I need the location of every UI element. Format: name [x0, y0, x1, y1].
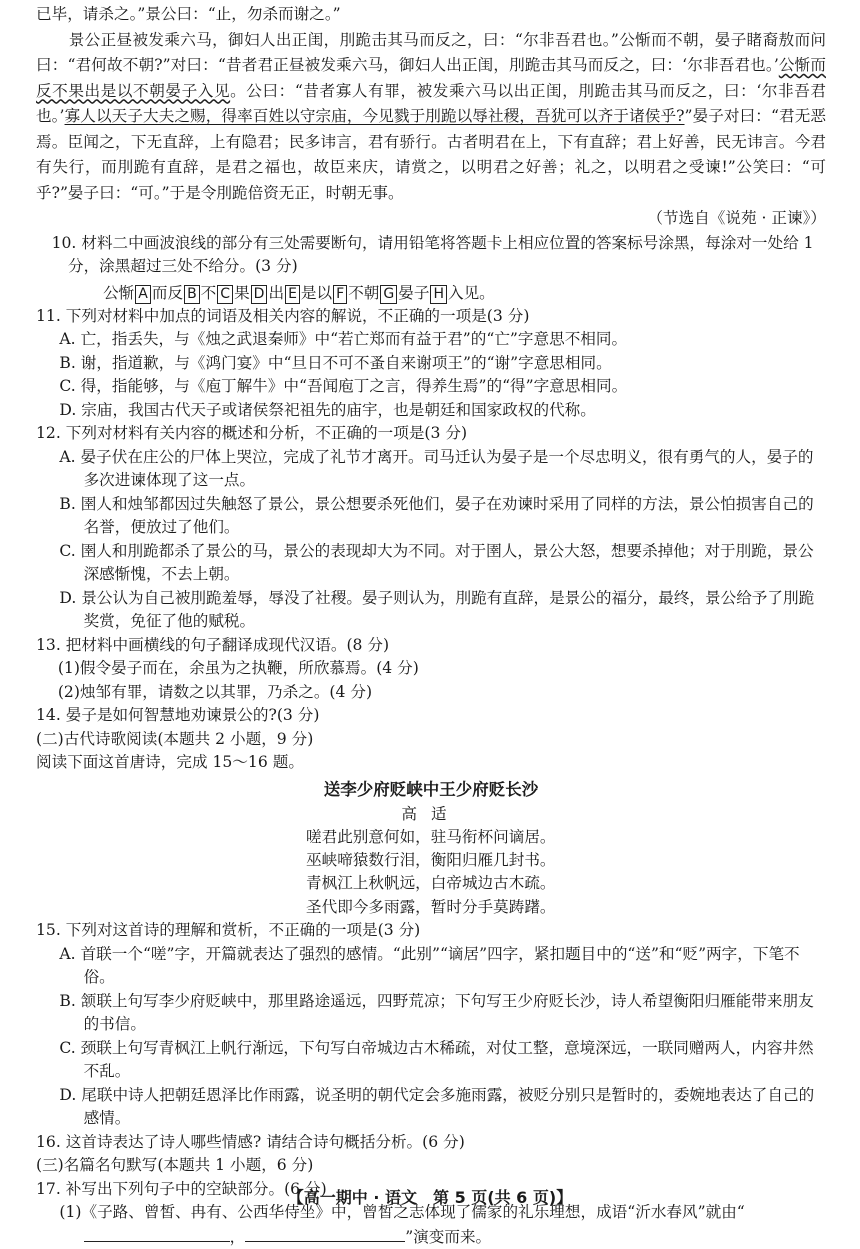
q10-box-c[interactable]: C [217, 285, 233, 304]
q10-box-e[interactable]: E [285, 285, 300, 304]
q11-option-a: A. 亡，指丢失，与《烛之武退秦师》中“若亡郑而有益于君”的“亡”字意思不相同。 [59, 330, 628, 348]
q10-seg: 不 [200, 283, 217, 302]
q17-sentence-1 [36, 1201, 826, 1249]
poem-line-4: 圣代即今多雨露，暂时分手莫踌躇。 [306, 897, 556, 916]
q12-option-c: C. 圉人和刖跪都杀了景公的马，景公的表现却大为不同。对于圉人，景公大怒，想要杀掉他；对于刖跪，景公深感惭愧，不去上朝。 [59, 541, 814, 583]
poem-title: 送李少府贬峡中王少府贬长沙 [323, 779, 539, 799]
passage-line-0: 已毕，请杀之。”景公曰：“止，勿杀而谢之。” [36, 5, 341, 23]
section-2-title: (二)古代诗歌阅读(本题共 2 小题，9 分) [36, 729, 314, 748]
q10-seg: 出 [268, 283, 285, 302]
q12-option-d: D. 景公认为自己被刖跪羞辱，辱没了社稷。晏子则认为，刖跪有直辞，是景公的福分，最终，景公给予了刖跪奖赏，免征了他的赋税。 [59, 588, 815, 630]
q17-text: ”演变而来。 [405, 1227, 492, 1246]
q11-option-b: B. 谢，指道歉，与《鸿门宴》中“旦日不可不蚤自来谢项王”的“谢”字意思相同。 [59, 353, 612, 372]
q10-seg: 而反 [151, 283, 184, 302]
q15-option-c: C. 颈联上句写青枫江上帆行渐远，下句写白帝城边古木稀疏，对仗工整，意境深远，一联同赠两人，内容井然不乱。 [59, 1038, 814, 1081]
q10-box-g[interactable]: G [380, 285, 397, 304]
q14-stem: 14. 晏子是如何智慧地劝谏景公的?(3 分) [36, 706, 320, 724]
underlined-sentence: 寡人以天子大夫之赐，得率百姓以守宗庙，今见戮于刖跪以辱社稷，吾犹可以齐于诸侯乎? [64, 107, 685, 125]
q15-stem: 15. 下列对这首诗的理解和赏析，不正确的一项是(3 分) [36, 921, 421, 940]
q10-box-d[interactable]: D [251, 285, 268, 304]
section-2-intro: 阅读下面这首唐诗，完成 15～16 题。 [36, 753, 304, 771]
q17-blank-1[interactable] [84, 1225, 230, 1242]
q10-seg: 公惭 [103, 283, 135, 302]
section-3-title: (三)名篇名句默写(本题共 1 小题，6 分) [36, 1156, 314, 1175]
passage-source: （节选自《说苑 · 正谏》） [647, 209, 826, 227]
q17-text: (1)《子路、曾皙、冉有、公西华侍坐》中，曾皙之志体现了儒家的礼乐理想，成语“沂水春风”就由“ [59, 1203, 745, 1222]
q17-blank-2[interactable] [245, 1225, 405, 1242]
q13-sentence-1: (1)假令晏子而在，余虽为之执鞭，所欣慕焉。(4 分) [57, 659, 419, 677]
q11-stem: 11. 下列对材料中加点的词语及相关内容的解说，不正确的一项是(3 分) [36, 306, 530, 325]
wavy-underline-sentence: 公惭而反不果出是以不朝晏子入见 [36, 56, 826, 100]
q10-box-h[interactable]: H [430, 285, 447, 304]
poem-line-1: 嗟君此别意何如，驻马衔杯问谪居。 [306, 827, 556, 846]
q11-option-d: D. 宗庙，我国古代天子或诸侯祭祀祖先的庙宇，也是朝廷和国家政权的代称。 [59, 400, 596, 419]
q17-stem: 17. 补写出下列句子中的空缺部分。(6 分) [36, 1179, 327, 1198]
poem-line-2: 巫峡啼猿数行泪，衡阳归雁几封书。 [306, 850, 556, 869]
q15-option-d: D. 尾联中诗人把朝廷恩泽比作雨露，说圣明的朝代定会多施雨露，被贬分别只是暂时的，委婉地表达了自己的感情。 [59, 1085, 815, 1128]
passage-text-b: 。公曰：“昔者寡人有罪，被发乘六马以出正闺，刖跪击其马而反之，曰：‘尔非吾君也。’ [36, 81, 826, 125]
q10-seg: 晏子 [398, 283, 430, 302]
q13-sentence-2: (2)烛邹有罪，请数之以其罪，乃杀之。(4 分) [57, 682, 373, 701]
q12-stem: 12. 下列对材料有关内容的概述和分析，不正确的一项是(3 分) [36, 424, 468, 442]
q10-seg: 不朝 [348, 283, 380, 302]
q12-option-b: B. 圉人和烛邹都因过失触怒了景公，景公想要杀死他们，晏子在劝谏时采用了同样的方法，景公怕损害自己的名誉，便放过了他们。 [59, 494, 814, 536]
poem-author: 高适 [401, 804, 461, 823]
q17-text: ， [229, 1227, 246, 1246]
q10-seg: 果 [234, 283, 250, 302]
poem-line-3: 青枫江上秋帆远，白帝城边古木疏。 [306, 874, 556, 893]
passage-text-a: 景公正昼被发乘六马，御妇人出正闺，刖跪击其马而反之，曰：“尔非吾君也。”公惭而不朝，晏子睹裔敖而问曰：“君何故不朝?”对曰：“昔者君正昼被发乘六马，御妇人出正闺，刖跪击其马而反之，曰：‘尔非吾君也。’ [36, 30, 826, 74]
q10-seg: 入见。 [447, 283, 495, 302]
page-footer: 【高一期中 · 语文 第 5 页(共 6 页)】 [287, 1188, 573, 1207]
q10-box-f[interactable]: F [333, 285, 347, 304]
q15-option-a: A. 首联一个“嗟”字，开篇就表达了强烈的感情。“此别”“谪居”四字，紧扣题目中的“送”和“贬”两字，下笔不俗。 [59, 944, 800, 987]
passage-paragraph [36, 28, 826, 207]
q10-box-b[interactable]: B [184, 285, 200, 304]
q13-stem: 13. 把材料中画横线的句子翻译成现代汉语。(8 分) [36, 635, 390, 654]
q16-stem: 16. 这首诗表达了诗人哪些情感? 请结合诗句概括分析。(6 分) [36, 1132, 465, 1151]
q10-seg: 是以 [300, 283, 333, 302]
q15-option-b: B. 颔联上句写李少府贬峡中，那里路途遥远，四野荒凉；下句写王少府贬长沙，诗人希望衡阳归雁能带来朋友的书信。 [59, 991, 814, 1034]
q10-stem: 10. 材料二中画波浪线的部分有三处需要断句，请用铅笔将答题卡上相应位置的答案标号涂黑，每涂对一处给 1 分，涂黑超过三处不给分。(3 分) [51, 233, 814, 275]
passage-text-c: ”晏子对曰：“君无恶焉。臣闻之，下无直辞，上有隐君；民多讳言，君有骄行。古者明君在上，下有直辞；君上好善，民无讳言。今君有失行，而刖跪有直辞，是君之福也，故臣来庆，请赏之，以明君之好善；礼之，以明君之受谏!”公笑曰：“可乎?”晏子曰：“可。”于是令刖跪倍资无正，时朝无事。 [36, 107, 826, 202]
q10-sentence [36, 281, 826, 305]
q11-option-c: C. 得，指能够，与《庖丁解牛》中“吾闻庖丁之言，得养生焉”的“得”字意思相同。 [59, 377, 628, 395]
q12-option-a: A. 晏子伏在庄公的尸体上哭泣，完成了礼节才离开。司马迁认为晏子是一个尽忠明义，很有勇气的人，晏子的多次进谏体现了这一点。 [59, 447, 814, 489]
q10-box-a[interactable]: A [135, 285, 151, 304]
